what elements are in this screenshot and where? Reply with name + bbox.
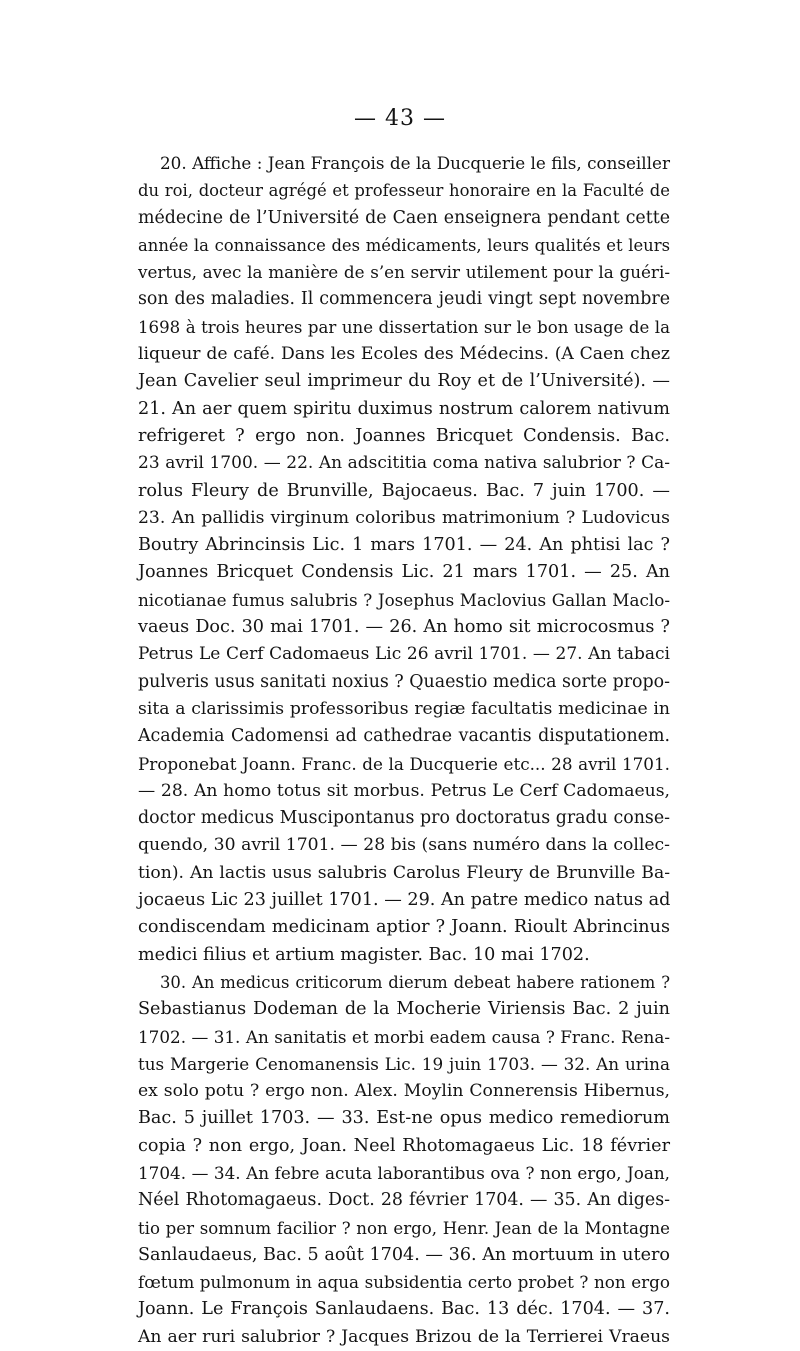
text-line: du roi, docteur agrégé et professeur honoraire en la Faculté de bbox=[138, 181, 670, 201]
text-line: Bac. 5 juillet 1703. — 33. Est-ne opus medico remediorum bbox=[138, 1108, 670, 1129]
text-line: doctor medicus Muscipontanus pro doctoratus gradu conse- bbox=[138, 808, 670, 829]
text-line: 1702. — 31. An sanitatis et morbi eadem causa ? Franc. Rena- bbox=[138, 1026, 670, 1047]
text-line: condiscendam medicinam aptior ? Joann. Rioult Abrincinus bbox=[138, 917, 670, 938]
text-line: année la connaissance des médicaments, leurs qualités et leurs bbox=[138, 235, 670, 255]
text-line: Joannes Bricquet Condensis Lic. 21 mars 1701. — 25. An bbox=[138, 562, 670, 583]
text-line: ex solo potu ? ergo non. Alex. Moylin Connerensis Hibernus, bbox=[138, 1081, 670, 1102]
text-line: Proponebat Joann. Franc. de la Ducquerie etc... 28 avril 1701. bbox=[138, 753, 670, 774]
text-line: Sebastianus Dodeman de la Mocherie Viriensis Bac. 2 juin bbox=[138, 999, 670, 1020]
text-line: Sanlaudaeus, Bac. 5 août 1704. — 36. An mortuum in utero bbox=[138, 1244, 670, 1265]
text-line: Petrus Le Cerf Cadomaeus Lic 26 avril 1701. — 27. An tabaci bbox=[138, 644, 670, 665]
text-line: sita a clarissimis professoribus regiæ facultatis medicinae in bbox=[138, 698, 670, 719]
text-line: medici filius et artium magister. Bac. 10 mai 1702. bbox=[138, 944, 590, 965]
text-line: 1704. — 34. An febre acuta laborantibus ova ? non ergo, Joan, bbox=[138, 1162, 670, 1183]
text-line: 1698 à trois heures par une dissertation sur le bon usage de la bbox=[138, 317, 670, 337]
text-line: Boutry Abrincinsis Lic. 1 mars 1701. — 24. An phtisi lac ? bbox=[138, 535, 670, 556]
text-line: refrigeret ? ergo non. Joannes Bricquet Condensis. Bac. bbox=[138, 425, 670, 446]
text-line: pulveris usus sanitati noxius ? Quaestio medica sorte propo- bbox=[138, 671, 670, 692]
text-line: Néel Rhotomagaeus. Doct. 28 février 1704. — 35. An diges- bbox=[138, 1190, 670, 1211]
text-line: Joann. Le François Sanlaudaens. Bac. 13 déc. 1704. — 37. bbox=[138, 1299, 670, 1320]
page-number: — 43 — bbox=[354, 106, 446, 131]
text-line: médecine de l’Université de Caen enseignera pendant cette bbox=[138, 207, 670, 228]
text-line: An aer ruri salubrior ? Jacques Brizou de la Terrierei Vraeus bbox=[138, 1326, 670, 1347]
text-line: quendo, 30 avril 1701. — 28 bis (sans numéro dans la collec- bbox=[138, 835, 670, 856]
text-line: 23 avril 1700. — 22. An adscititia coma nativa salubrior ? Ca- bbox=[138, 453, 670, 474]
text-line: Academia Cadomensi ad cathedrae vacantis disputationem. bbox=[138, 726, 670, 747]
text-line: jocaeus Lic 23 juillet 1701. — 29. An patre medico natus ad bbox=[138, 890, 671, 911]
text-line: — 28. An homo totus sit morbus. Petrus Le Cerf Cadomaeus, bbox=[138, 780, 670, 801]
text-line: tion). An lactis usus salubris Carolus Fleury de Brunville Ba- bbox=[138, 862, 670, 883]
text-line: nicotianae fumus salubris ? Josephus Maclovius Gallan Maclo- bbox=[138, 589, 670, 610]
text-line: 30. An medicus criticorum dierum debeat habere rationem ? bbox=[160, 972, 670, 992]
text-line: 20. Affiche : Jean François de la Ducquerie le fils, conseiller bbox=[160, 153, 670, 173]
text-line: copia ? non ergo, Joan. Neel Rhotomagaeus Lic. 18 février bbox=[138, 1135, 670, 1156]
text-line: tio per somnum facilior ? non ergo, Henr. Jean de la Montagne bbox=[138, 1218, 670, 1238]
text-line: Jean Cavelier seul imprimeur du Roy et de l’Université). — bbox=[138, 371, 670, 392]
text-line: son des maladies. Il commencera jeudi vingt sept novembre bbox=[138, 289, 670, 310]
text-line: vertus, avec la manière de s’en servir utilement pour la guéri- bbox=[138, 262, 670, 283]
text-line: vaeus Doc. 30 mai 1701. — 26. An homo sit microcosmus ? bbox=[138, 617, 670, 638]
text-line: 21. An aer quem spiritu duximus nostrum calorem nativum bbox=[138, 398, 670, 419]
text-line: 23. An pallidis virginum coloribus matrimonium ? Ludovicus bbox=[138, 507, 670, 528]
text-line: tus Margerie Cenomanensis Lic. 19 juin 1703. — 32. An urina bbox=[138, 1053, 670, 1074]
text-line: fœtum pulmonum in aqua subsidentia certo probet ? non ergo bbox=[138, 1272, 670, 1293]
text-line: liqueur de café. Dans les Ecoles des Médecins. (A Caen chez bbox=[138, 344, 670, 365]
body-text bbox=[138, 150, 670, 1351]
text-line: rolus Fleury de Brunville, Bajocaeus. Bac. 7 juin 1700. — bbox=[138, 480, 670, 501]
